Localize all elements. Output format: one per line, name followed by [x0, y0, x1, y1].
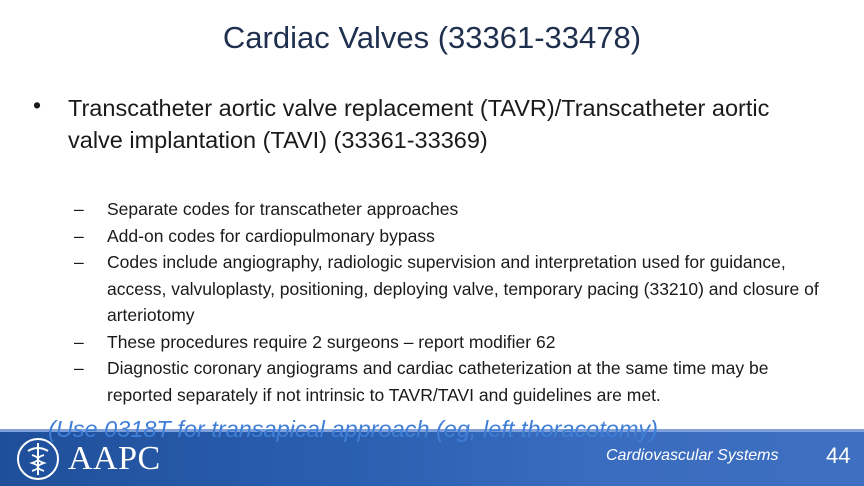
dash-icon: – — [74, 252, 84, 272]
sub-bullet-text: Codes include angiography, radiologic supervision and interpretation used for guidance, access, valvuloplasty, positioning, deploying valve, temporary pacing (33210) and closure of arteriotomy — [107, 252, 819, 325]
sub-bullet — [74, 196, 834, 223]
dash-icon: – — [74, 225, 84, 246]
caduceus-icon — [14, 437, 62, 481]
sub-bullet — [74, 355, 834, 408]
sub-bullet-text: Diagnostic coronary angiograms and cardiac catheterization at the same time may be reported separately if not intrinsic to TAVR/TAVI and guidelines are met. — [107, 358, 769, 405]
slide-title: Cardiac Valves (33361-33478) — [222, 20, 642, 55]
sub-bullet-list — [74, 196, 834, 408]
section-label: Cardiovascular Systems — [606, 447, 779, 464]
dash-icon: – — [74, 358, 84, 378]
sub-bullet — [74, 329, 834, 356]
footnote: (Use 0318T for transapical approach (eg, left thoracotomy) — [48, 416, 658, 442]
dash-icon: – — [74, 331, 84, 352]
dash-icon: – — [74, 199, 84, 219]
sub-bullet — [74, 249, 834, 329]
sub-bullet-text: These procedures require 2 surgeons – report modifier 62 — [107, 331, 556, 352]
sub-bullet-text: Separate codes for transcatheter approaches — [107, 199, 459, 219]
sub-bullet — [74, 223, 834, 250]
main-bullet-text: Transcatheter aortic valve replacement (TAVR)/Transcatheter aortic valve implantation (TAVI) (33361-33369) — [68, 95, 770, 153]
sub-bullet-text: Add-on codes for cardiopulmonary bypass — [107, 225, 435, 246]
logo-text: AAPC — [68, 440, 161, 477]
page-number: 44 — [826, 443, 851, 468]
bullet-icon: • — [33, 92, 42, 118]
